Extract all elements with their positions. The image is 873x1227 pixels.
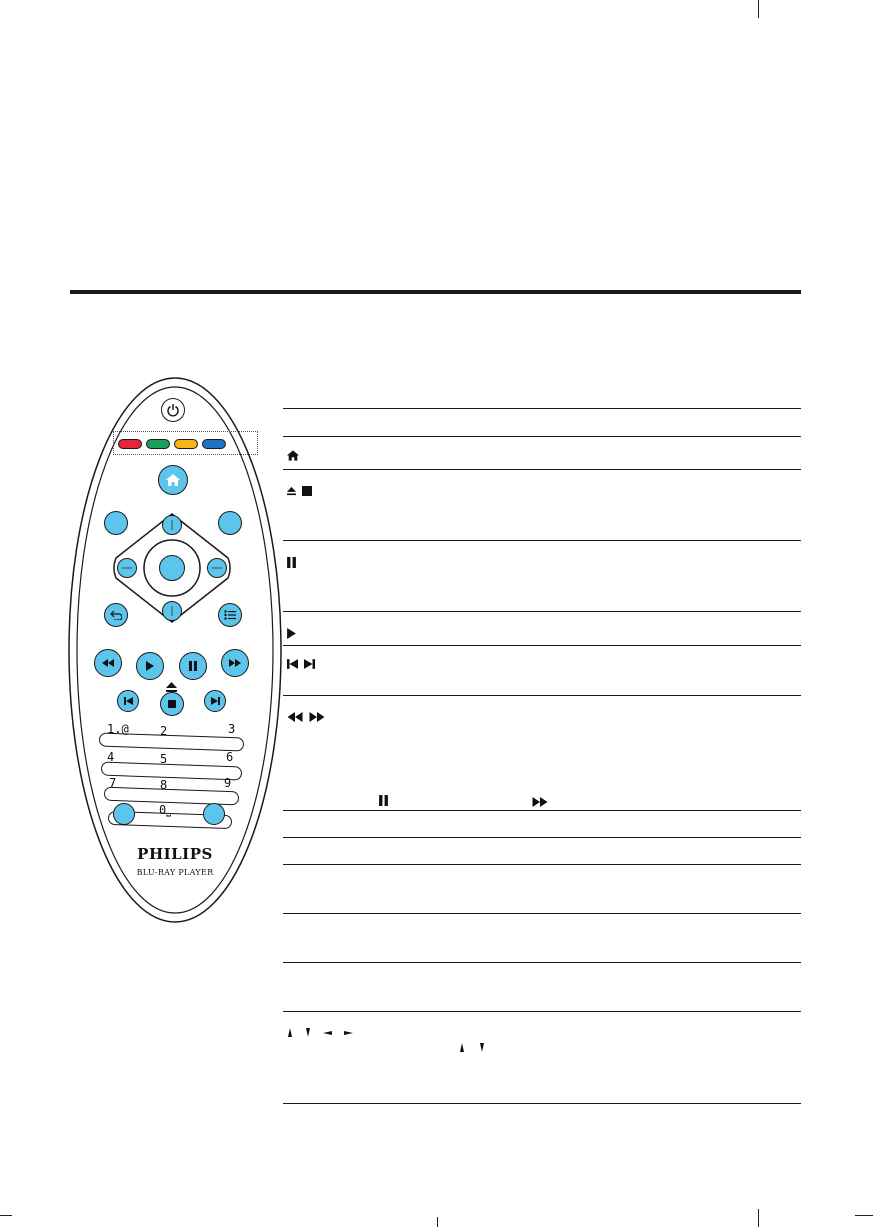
next-icon: [304, 659, 315, 669]
key-4[interactable]: 4: [107, 750, 115, 764]
yellow-button[interactable]: [174, 439, 198, 449]
back-button[interactable]: [104, 603, 128, 627]
down-arrow-icon: [170, 606, 174, 616]
key-9[interactable]: 9: [224, 776, 232, 790]
table-rule: [283, 540, 801, 541]
fast-forward-icon: [229, 659, 241, 667]
nav-left-button[interactable]: [117, 558, 137, 578]
previous-button[interactable]: [117, 690, 139, 712]
table-row-home: [287, 450, 299, 461]
key-2[interactable]: 2: [160, 724, 168, 738]
up-arrow-icon: [170, 520, 174, 530]
play-icon: [287, 628, 296, 639]
right-arrow-icon: [344, 1030, 353, 1036]
key-7[interactable]: 7: [109, 776, 117, 790]
key-1[interactable]: 1.@: [107, 722, 129, 736]
up-down-arrows: [459, 1043, 485, 1052]
left-arrow-icon: [122, 566, 132, 570]
home-icon: [166, 474, 180, 486]
rewind-button[interactable]: [94, 649, 122, 677]
table-rule: [283, 436, 801, 437]
table-rule: [283, 611, 801, 612]
green-button[interactable]: [146, 439, 170, 449]
rewind-icon: [287, 712, 303, 722]
table-row-play: [287, 628, 296, 639]
stop-icon: [168, 700, 176, 708]
table-row-pause: [287, 557, 296, 568]
disc-menu-button[interactable]: [104, 511, 128, 535]
play-button[interactable]: [136, 652, 164, 680]
table-rule: [283, 913, 801, 914]
next-button[interactable]: [204, 690, 226, 712]
key-6[interactable]: 6: [226, 750, 234, 764]
table-row-eject-stop: [287, 486, 312, 496]
pause-icon: [189, 661, 197, 671]
table-rule: [283, 962, 801, 963]
key-5[interactable]: 5: [160, 752, 168, 766]
key-0[interactable]: 0⎵: [159, 803, 172, 817]
next-icon: [211, 697, 220, 705]
pop-up-menu-button[interactable]: [218, 511, 242, 535]
eject-icon: [287, 486, 296, 496]
rewind-icon: [102, 659, 114, 667]
table-rule: [283, 1011, 801, 1012]
pause-icon: [287, 557, 296, 568]
stop-button[interactable]: [160, 692, 184, 716]
play-icon: [146, 661, 154, 671]
key-3[interactable]: 3: [228, 722, 236, 736]
pause-icon: [379, 793, 388, 811]
table-rule: [283, 695, 801, 696]
options-button[interactable]: [218, 603, 242, 627]
nav-down-button[interactable]: [162, 601, 182, 621]
power-icon: [166, 403, 180, 417]
key-8[interactable]: 8: [160, 778, 168, 792]
table-rule: [283, 1103, 801, 1104]
fast-forward-button[interactable]: [221, 649, 249, 677]
down-arrow-icon: [305, 1028, 311, 1037]
home-button[interactable]: [158, 465, 188, 495]
up-arrow-icon: [459, 1043, 465, 1052]
red-button[interactable]: [118, 439, 142, 449]
table-rule: [283, 469, 801, 470]
fast-forward-icon: [532, 794, 548, 812]
fast-forward-icon: [309, 712, 325, 722]
nav-up-button[interactable]: [162, 515, 182, 535]
options-icon: [224, 610, 236, 620]
audio-button[interactable]: [203, 803, 225, 825]
nav-right-button[interactable]: [207, 558, 227, 578]
subtitle-button[interactable]: [113, 803, 135, 825]
table-rule: [283, 408, 801, 409]
blue-button[interactable]: [202, 439, 226, 449]
stop-icon: [302, 486, 312, 496]
table-rule: [283, 645, 801, 646]
table-row-navigation: [287, 1028, 353, 1037]
down-arrow-icon: [479, 1043, 485, 1052]
home-icon: [287, 450, 299, 461]
table-rule: [283, 864, 801, 865]
table-row-prev-next: [287, 659, 315, 669]
left-arrow-icon: [323, 1030, 332, 1036]
right-arrow-icon: [212, 566, 222, 570]
pause-button[interactable]: [179, 652, 207, 680]
ok-button[interactable]: [159, 555, 185, 581]
table-rule: [283, 837, 801, 838]
previous-icon: [287, 659, 298, 669]
table-row-rewind-ff: [287, 712, 325, 722]
back-icon: [110, 610, 122, 620]
power-button[interactable]: [161, 398, 185, 422]
previous-icon: [124, 697, 133, 705]
brand-logo: PHILIPS: [137, 845, 213, 863]
model-label: BLU-RAY PLAYER: [136, 868, 214, 877]
up-arrow-icon: [287, 1028, 293, 1037]
